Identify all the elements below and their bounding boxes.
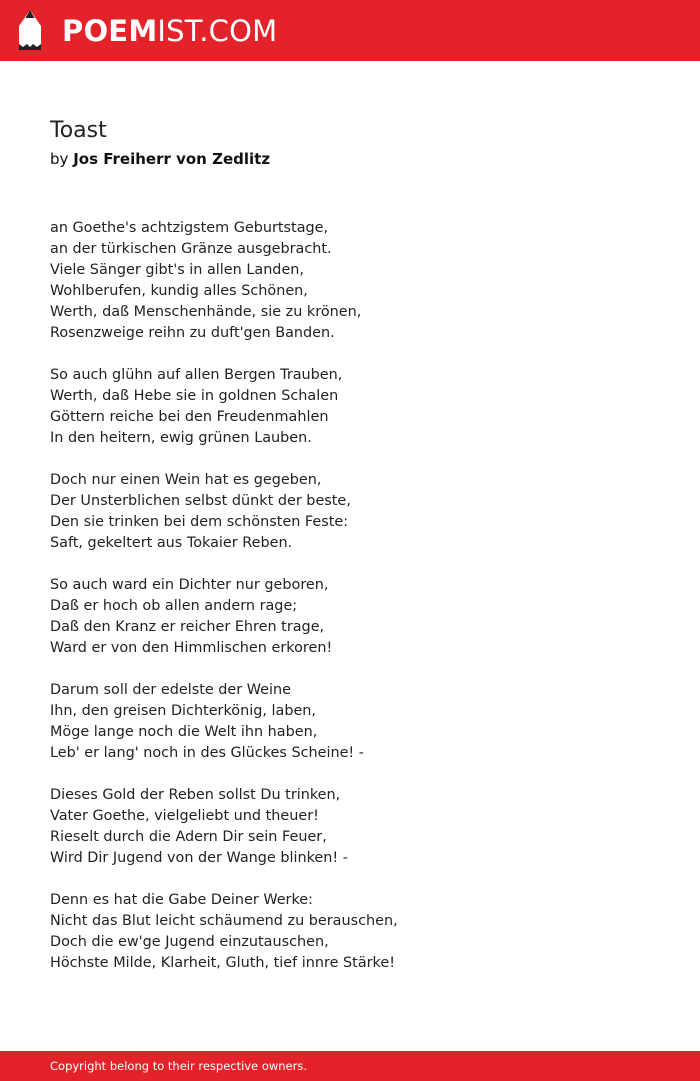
poem-line: Wird Dir Jugend von der Wange blinken! - — [50, 850, 348, 866]
poem-line: Ward er von den Himmlischen erkoren! — [50, 640, 333, 656]
poem-line: Doch nur einen Wein hat es gegeben, — [50, 472, 322, 488]
brand-light: IST.COM — [157, 14, 278, 48]
stanza — [50, 890, 650, 974]
poem-line: Möge lange noch die Welt ihn haben, — [50, 724, 318, 740]
poem-line: Saft, gekeltert aus Tokaier Reben. — [50, 535, 293, 551]
stanza — [50, 785, 650, 869]
poem-line: Darum soll der edelste der Weine — [50, 682, 291, 698]
poem-line: Doch die ew'ge Jugend einzutauschen, — [50, 934, 329, 950]
stanza — [50, 575, 650, 659]
poem-line: Daß er hoch ob allen andern rage; — [50, 598, 298, 614]
poem-line: Denn es hat die Gabe Deiner Werke: — [50, 892, 314, 908]
byline — [50, 148, 270, 170]
poem-line: Viele Sänger gibt's in allen Landen, — [50, 262, 304, 278]
poem-line: Leb' er lang' noch in des Glückes Scheine! - — [50, 745, 364, 761]
poem-line: Vater Goethe, vielgeliebt und theuer! — [50, 808, 319, 824]
poem-body — [50, 218, 650, 995]
poem-line: Rieselt durch die Adern Dir sein Feuer, — [50, 829, 327, 845]
author-name[interactable]: Jos Freiherr von Zedlitz — [73, 150, 271, 168]
site-logo-text[interactable] — [62, 13, 277, 49]
poem-line: So auch ward ein Dichter nur geboren, — [50, 577, 329, 593]
poem-title: Toast — [50, 118, 107, 143]
poem-line: Daß den Kranz er reicher Ehren trage, — [50, 619, 325, 635]
poem-line: an Goethe's achtzigstem Geburtstage, — [50, 220, 329, 236]
site-footer — [0, 1051, 700, 1081]
brand-bold: POEM — [62, 14, 158, 48]
poem-line: Werth, daß Menschenhände, sie zu krönen, — [50, 304, 362, 320]
poem-line: Nicht das Blut leicht schäumend zu berauschen, — [50, 913, 398, 929]
poem-line: Ihn, den greisen Dichterkönig, laben, — [50, 703, 317, 719]
poem-line: an der türkischen Gränze ausgebracht. — [50, 241, 332, 257]
stanza — [50, 218, 650, 344]
poem-line: Rosenzweige reihn zu duft'gen Banden. — [50, 325, 335, 341]
byline-prefix: by — [50, 150, 69, 168]
poem-line: Höchste Milde, Klarheit, Gluth, tief innre Stärke! — [50, 955, 395, 971]
poem-line: Wohlberufen, kundig alles Schönen, — [50, 283, 308, 299]
poem-line: Werth, daß Hebe sie in goldnen Schalen — [50, 388, 339, 404]
poem-line: So auch glühn auf allen Bergen Trauben, — [50, 367, 343, 383]
copyright-text: Copyright belong to their respective owners. — [50, 1059, 308, 1073]
poem-line: Göttern reiche bei den Freudenmahlen — [50, 409, 329, 425]
stanza — [50, 365, 650, 449]
poem-line: In den heitern, ewig grünen Lauben. — [50, 430, 312, 446]
stanza — [50, 470, 650, 554]
site-header — [0, 0, 700, 61]
pencil-icon — [17, 9, 43, 51]
poem-line: Der Unsterblichen selbst dünkt der beste, — [50, 493, 351, 509]
poem-line: Den sie trinken bei dem schönsten Feste: — [50, 514, 349, 530]
stanza — [50, 680, 650, 764]
poem-line: Dieses Gold der Reben sollst Du trinken, — [50, 787, 341, 803]
